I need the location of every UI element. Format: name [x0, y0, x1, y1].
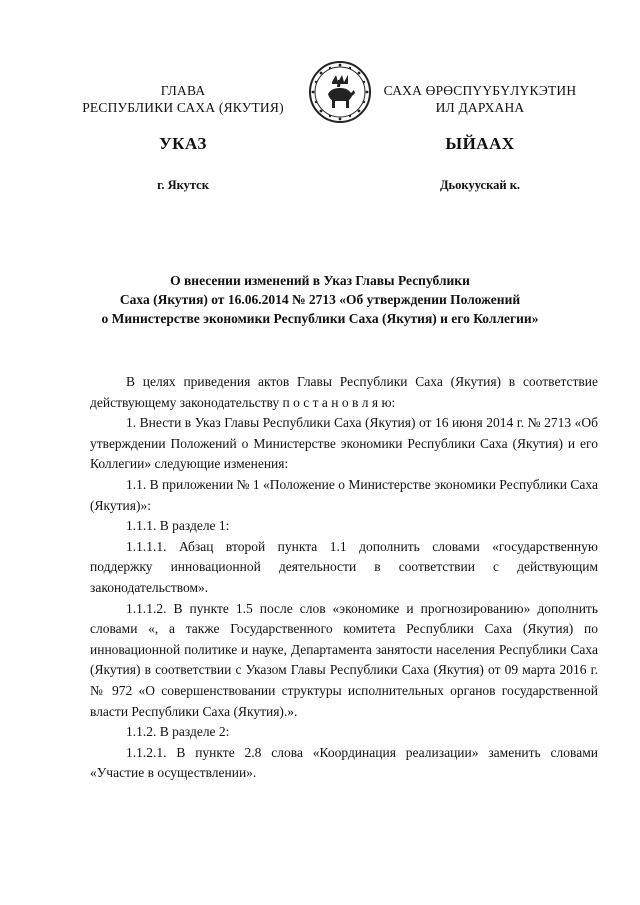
- body-paragraph: 1.1.1. В разделе 1:: [126, 518, 230, 534]
- title-line: Саха (Якутия) от 16.06.2014 № 2713 «Об утверждении Положений: [119, 292, 521, 307]
- body-paragraph: 1. Внести в Указ Главы Республики Саха (Якутия) от 16 июня 2014 г. № 2713 «Об утверждении Положений о Министерстве экономики Республики Саха (Якутия) и его Коллегии» следующие изменения:: [90, 415, 598, 472]
- issuer-line: ИЛ ДАРХАНА: [435, 100, 525, 115]
- body-paragraph: 1.1.1.1. Абзац второй пункта 1.1 дополнить словами «государственную поддержку инновационной деятельности в соответствии с действующим законодательством».: [90, 538, 598, 595]
- coat-of-arms-emblem: [308, 60, 372, 124]
- issuer-header-sakha: [380, 82, 580, 116]
- body-paragraph: 1.1.2. В разделе 2:: [126, 724, 230, 740]
- body-paragraph: 1.1.2.1. В пункте 2.8 слова «Координация реализации» заменить словами «Участие в осуществлении».: [90, 744, 598, 781]
- issuer-header-ru: [58, 82, 308, 116]
- place-sakha: Дьокуускай к.: [439, 178, 521, 192]
- body-paragraph: 1.1. В приложении № 1 «Положение о Министерстве экономики Республики Саха (Якутия)»:: [90, 476, 598, 513]
- body-paragraph: В целях приведения актов Главы Республики Саха (Якутия) в соответствие действующему законодательству п о с т а н о в л я ю:: [90, 374, 598, 410]
- place-ru: г. Якутск: [157, 178, 209, 192]
- doc-type-ru: УКАЗ: [159, 134, 207, 153]
- issuer-line: ГЛАВА: [160, 83, 206, 98]
- decree-title: [90, 271, 550, 328]
- title-line: о Министерстве экономики Республики Саха (Якутия) и его Коллегии»: [101, 311, 539, 326]
- doc-type-sakha: ЫЙААХ: [445, 134, 515, 153]
- decree-body: [90, 372, 598, 784]
- issuer-line: РЕСПУБЛИКИ САХА (ЯКУТИЯ): [82, 100, 284, 115]
- body-paragraph: 1.1.1.2. В пункте 1.5 после слов «экономике и прогнозированию» дополнить словами «, а также Государственного комитета Республики Саха (Якутия) по инновационной политике и науке, Департамента занятости населения Республики Саха (Якутия) в соответствии с Указом Главы Республики Саха (Якутия) от 09 марта 2016 г. № 972 «О совершенствовании структуры исполнительных органов государственной власти Республики Саха (Якутия).».: [90, 600, 598, 719]
- issuer-line: САХА ӨРӨСПҮҮБҮЛҮКЭТИН: [383, 83, 577, 98]
- title-line: О внесении изменений в Указ Главы Республики: [170, 273, 470, 288]
